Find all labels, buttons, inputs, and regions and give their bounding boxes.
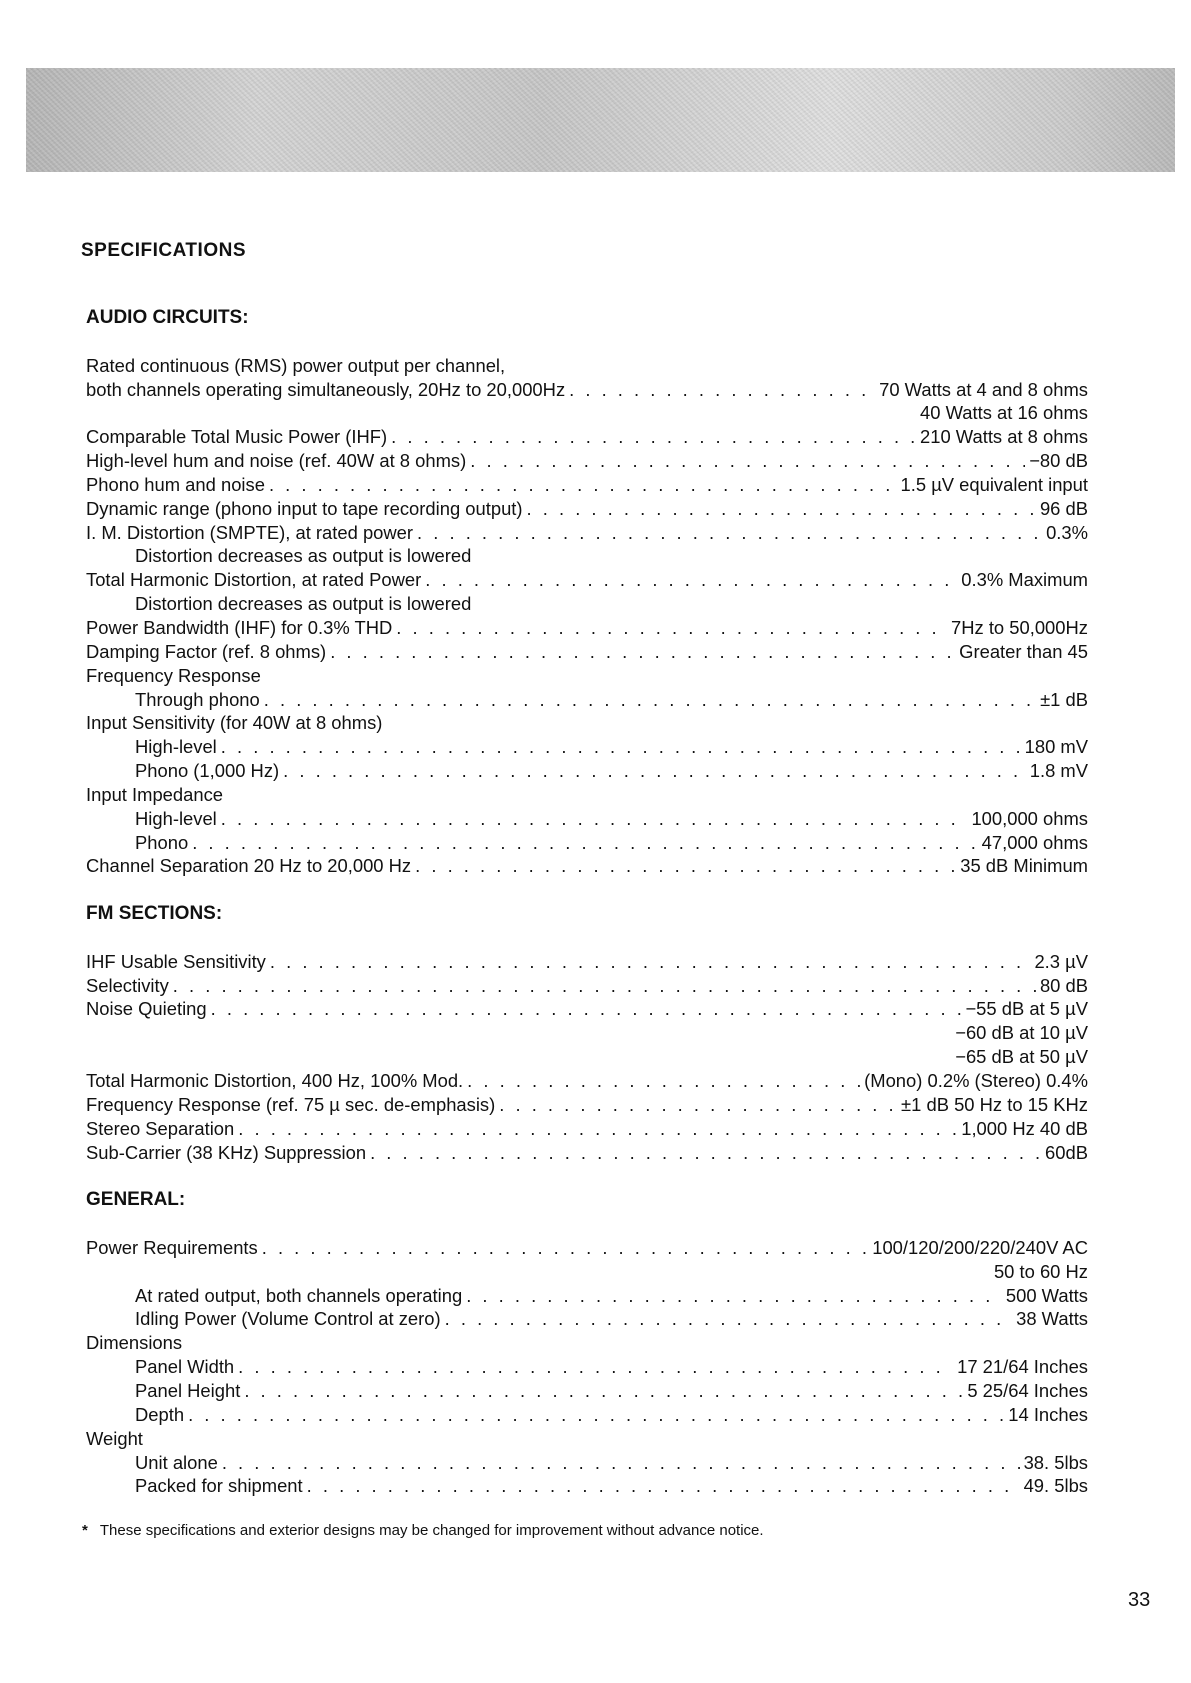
footnote-marker: *	[82, 1522, 88, 1539]
spec-label: Panel Height	[135, 1379, 241, 1401]
spec-label: Power Requirements	[86, 1236, 258, 1258]
specifications-body	[86, 306, 1088, 1498]
dot-leader	[238, 1117, 957, 1141]
spec-label: Phono (1,000 Hz)	[135, 760, 280, 782]
spec-label: Idling Power (Volume Control at zero)	[135, 1308, 441, 1330]
spec-label: Channel Separation 20 Hz to 20,000 Hz	[86, 855, 412, 877]
spec-list-general	[86, 1236, 1088, 1498]
dot-leader	[244, 1379, 963, 1403]
spec-label: High-level hum and noise (ref. 40W at 8 ohms)	[86, 450, 467, 472]
spec-value: 47,000 ohms	[981, 831, 1088, 853]
spec-row	[86, 1069, 1088, 1093]
spec-row	[86, 974, 1088, 998]
spec-row	[86, 1427, 1088, 1451]
spec-row	[86, 783, 1088, 807]
dot-leader	[467, 1069, 860, 1093]
section-heading-fm: FM SECTIONS:	[86, 903, 223, 925]
spec-row	[86, 1093, 1088, 1117]
spec-value: 7Hz to 50,000Hz	[951, 616, 1088, 638]
footnote	[82, 1522, 764, 1539]
spec-row	[86, 521, 1088, 545]
page-number: 33	[1128, 1589, 1151, 1611]
spec-row	[86, 401, 1088, 425]
spec-row	[86, 1236, 1088, 1260]
spec-label: Through phono	[135, 688, 260, 710]
spec-value: 5 25/64 Inches	[967, 1379, 1088, 1401]
spec-value: 100/120/200/220/240V AC	[872, 1236, 1088, 1258]
spec-value: 100,000 ohms	[971, 807, 1088, 829]
spec-value: 500 Watts	[1005, 1284, 1088, 1306]
dot-leader	[415, 854, 956, 878]
spec-value: ±1 dB	[1040, 688, 1088, 710]
spec-label: both channels operating simultaneously, 20Hz to 20,000Hz	[86, 378, 566, 400]
section-heading-general: GENERAL:	[86, 1189, 186, 1211]
spec-row	[86, 807, 1088, 831]
spec-value: 35 dB Minimum	[960, 855, 1088, 877]
spec-value: 38. 5lbs	[1023, 1451, 1088, 1473]
spec-row	[86, 1045, 1088, 1069]
section-heading-audio: AUDIO CIRCUITS:	[86, 307, 249, 328]
spec-row	[86, 592, 1088, 616]
dot-leader	[270, 950, 1031, 974]
spec-row	[86, 1331, 1088, 1355]
spec-label: Frequency Response (ref. 75 µ sec. de-emphasis)	[86, 1093, 496, 1115]
dot-leader	[445, 1307, 1012, 1331]
dot-leader	[396, 616, 947, 640]
spec-label: Panel Width	[135, 1356, 235, 1378]
page-title: SPECIFICATIONS	[81, 240, 246, 261]
spec-row	[86, 950, 1088, 974]
dot-leader	[222, 1451, 1020, 1475]
spec-label: Depth	[135, 1403, 185, 1425]
spec-value: 96 dB	[1039, 497, 1088, 519]
dot-leader	[569, 378, 875, 402]
spec-value: 0.3% Maximum	[961, 569, 1088, 591]
dot-leader	[188, 1403, 1004, 1427]
dot-leader	[173, 974, 1036, 998]
spec-row	[86, 997, 1088, 1021]
spec-label: Comparable Total Music Power (IHF)	[86, 426, 388, 448]
spec-row	[86, 1355, 1088, 1379]
spec-value: −80 dB	[1029, 450, 1088, 472]
spec-label: Dimensions	[86, 1332, 183, 1354]
spec-list-audio	[86, 354, 1088, 879]
spec-row	[86, 354, 1088, 378]
dot-leader	[391, 425, 916, 449]
spec-row	[86, 568, 1088, 592]
spec-row	[86, 854, 1088, 878]
spec-value: 1.8 mV	[1029, 760, 1088, 782]
spec-value: 2.3 µV	[1034, 950, 1088, 972]
spec-value: 0.3%	[1046, 521, 1088, 543]
spec-label: Sub-Carrier (38 KHz) Suppression	[86, 1141, 367, 1163]
dot-leader	[499, 1093, 897, 1117]
spec-row	[86, 449, 1088, 473]
spec-list-fm	[86, 950, 1088, 1165]
header-banner	[26, 68, 1175, 172]
spec-row	[86, 688, 1088, 712]
spec-label: Unit alone	[135, 1451, 218, 1473]
dot-leader	[527, 497, 1036, 521]
spec-label: Damping Factor (ref. 8 ohms)	[86, 640, 327, 662]
spec-row	[86, 497, 1088, 521]
spec-label: IHF Usable Sensitivity	[86, 950, 266, 972]
spec-row	[86, 1141, 1088, 1165]
spec-value: 49. 5lbs	[1023, 1475, 1088, 1497]
dot-leader	[269, 473, 897, 497]
spec-label: Selectivity	[86, 974, 169, 996]
spec-row	[86, 735, 1088, 759]
spec-value: Greater than 45	[959, 640, 1088, 662]
spec-value: 70 Watts at 4 and 8 ohms	[879, 378, 1088, 400]
spec-label: Frequency Response	[86, 664, 261, 686]
spec-row	[86, 759, 1088, 783]
dot-leader	[264, 688, 1036, 712]
footnote-text: These specifications and exterior designs may be changed for improvement without advance notice.	[99, 1522, 764, 1539]
spec-value: ±1 dB 50 Hz to 15 KHz	[901, 1093, 1088, 1115]
spec-value: 38 Watts	[1016, 1308, 1088, 1330]
spec-row	[86, 1403, 1088, 1427]
spec-value: 40 Watts at 16 ohms	[920, 402, 1088, 424]
dot-leader	[192, 831, 977, 855]
dot-leader	[221, 807, 968, 831]
dot-leader	[238, 1355, 953, 1379]
spec-label: Distortion decreases as output is lowered	[135, 545, 472, 567]
spec-value: 60dB	[1045, 1141, 1088, 1163]
spec-row	[86, 711, 1088, 735]
spec-label: Phono hum and noise	[86, 473, 265, 495]
dot-leader	[211, 997, 962, 1021]
dot-leader	[466, 1284, 1002, 1308]
spec-row	[86, 1260, 1088, 1284]
dot-leader	[262, 1236, 868, 1260]
spec-label: High-level	[135, 736, 217, 758]
spec-row	[86, 1307, 1088, 1331]
spec-label: Total Harmonic Distortion, 400 Hz, 100% Mod.	[86, 1070, 464, 1091]
dot-leader	[425, 568, 957, 592]
dot-leader	[417, 521, 1042, 545]
spec-label: Packed for shipment	[135, 1475, 303, 1497]
spec-label: Rated continuous (RMS) power output per channel,	[86, 354, 506, 376]
spec-label: Input Impedance	[86, 783, 224, 805]
dot-leader	[307, 1474, 1020, 1498]
spec-row	[86, 1021, 1088, 1045]
spec-label: At rated output, both channels operating	[135, 1284, 463, 1306]
spec-label: High-level	[135, 807, 217, 829]
spec-row	[86, 1117, 1088, 1141]
spec-label: Distortion decreases as output is lowered	[135, 593, 472, 615]
dot-leader	[221, 735, 1021, 759]
spec-row	[86, 616, 1088, 640]
spec-value: 1,000 Hz 40 dB	[961, 1117, 1088, 1139]
spec-row	[86, 664, 1088, 688]
spec-label: Noise Quieting	[86, 998, 207, 1020]
spec-label: Input Sensitivity (for 40W at 8 ohms)	[86, 712, 383, 734]
spec-label: Weight	[86, 1427, 143, 1449]
spec-label: I. M. Distortion (SMPTE), at rated power	[86, 521, 414, 543]
spec-label: Stereo Separation	[86, 1117, 235, 1139]
dot-leader	[370, 1141, 1041, 1165]
spec-value: −65 dB at 50 µV	[955, 1046, 1088, 1068]
spec-value: 17 21/64 Inches	[957, 1356, 1088, 1378]
spec-row	[86, 831, 1088, 855]
dot-leader	[283, 759, 1026, 783]
spec-label: Power Bandwidth (IHF) for 0.3% THD	[86, 616, 393, 638]
spec-row	[86, 1284, 1088, 1308]
spec-row	[86, 425, 1088, 449]
spec-value: (Mono) 0.2% (Stereo) 0.4%	[864, 1070, 1088, 1091]
spec-row	[86, 544, 1088, 568]
spec-value: 180 mV	[1024, 736, 1088, 758]
spec-row	[86, 473, 1088, 497]
spec-value: 80 dB	[1039, 974, 1088, 996]
dot-leader	[470, 449, 1025, 473]
spec-value: −60 dB at 10 µV	[955, 1022, 1088, 1044]
spec-row	[86, 1474, 1088, 1498]
spec-label: Total Harmonic Distortion, at rated Power	[86, 569, 422, 591]
spec-label: Dynamic range (phono input to tape recording output)	[86, 497, 523, 519]
spec-row	[86, 1379, 1088, 1403]
spec-value: 1.5 µV equivalent input	[900, 473, 1088, 495]
dot-leader	[330, 640, 955, 664]
spec-value: −55 dB at 5 µV	[965, 998, 1088, 1020]
spec-value: 210 Watts at 8 ohms	[920, 426, 1088, 448]
spec-row	[86, 1451, 1088, 1475]
spec-label: Phono	[135, 831, 189, 853]
spec-value: 50 to 60 Hz	[993, 1260, 1088, 1282]
spec-row	[86, 378, 1088, 402]
spec-row	[86, 640, 1088, 664]
spec-value: 14 Inches	[1008, 1403, 1088, 1425]
